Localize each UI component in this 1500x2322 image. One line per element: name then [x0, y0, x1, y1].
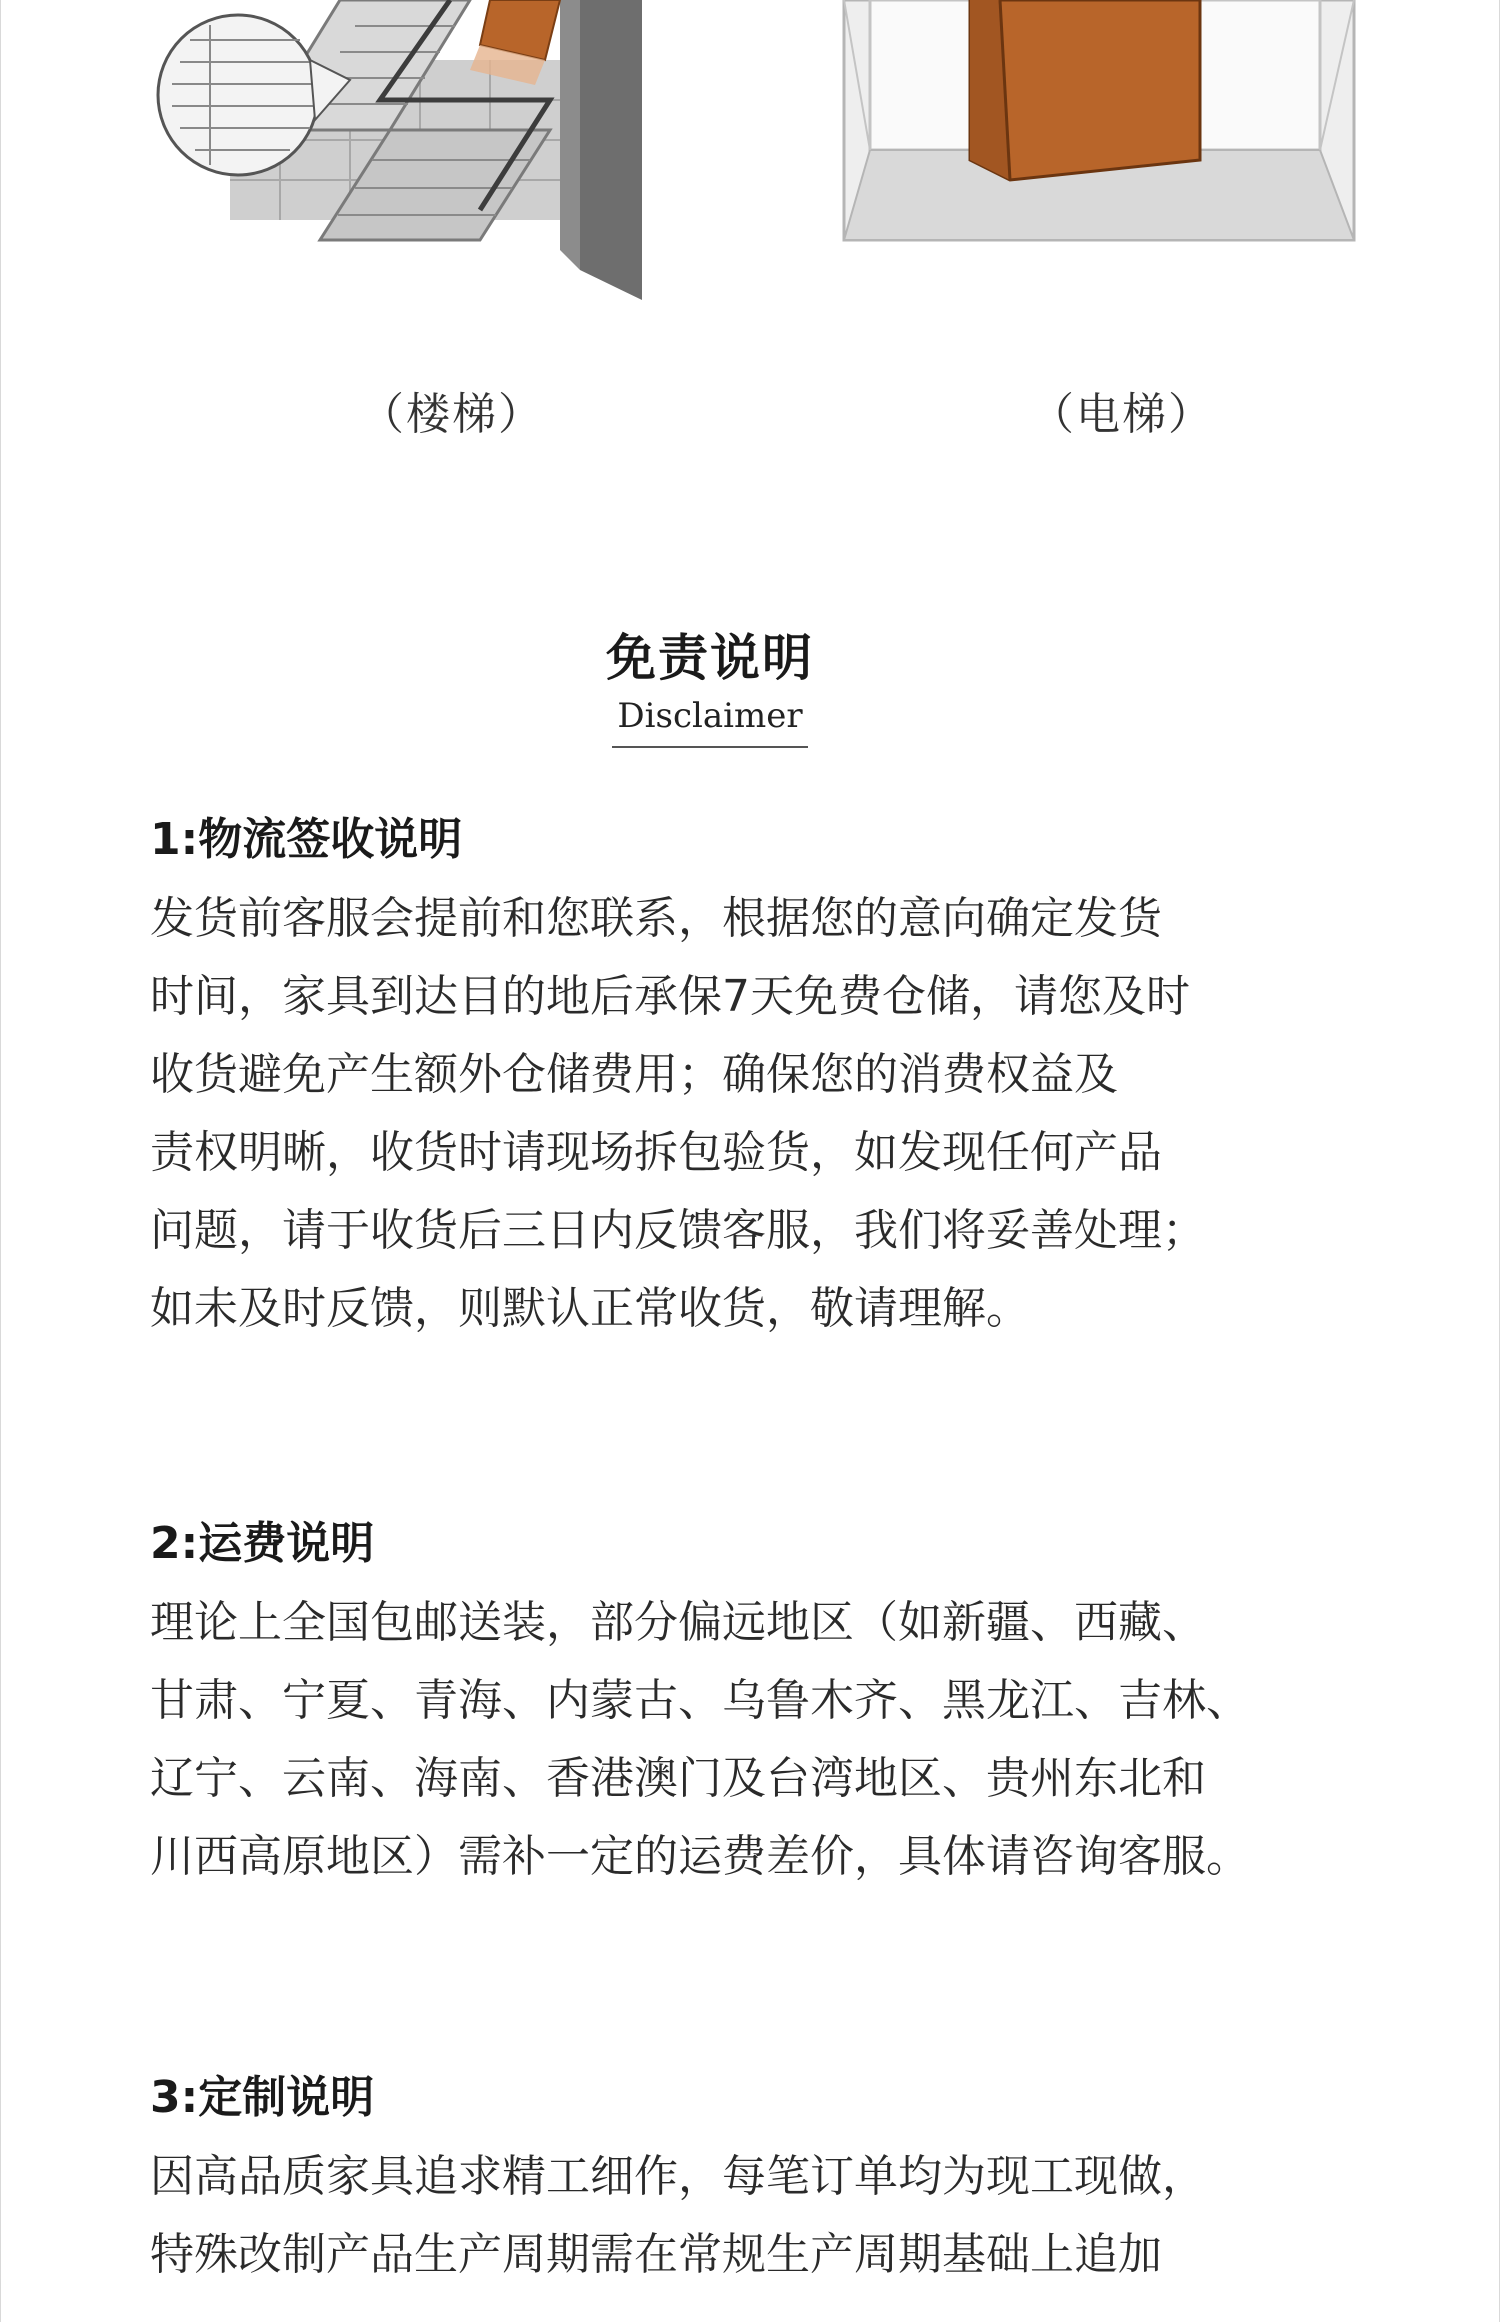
body-line: 时间，家具到达目的地后承保7天免费仓储，请您及时	[150, 971, 1190, 1022]
stairs-caption: （楼梯）	[360, 389, 544, 440]
disclaimer-title-block	[0, 618, 1420, 748]
section-shipping-fee	[150, 1512, 1330, 1896]
body-line: 问题，请于收货后三日内反馈客服，我们将妥善处理；	[150, 1205, 1206, 1256]
body-line: 甘肃、宁夏、青海、内蒙古、乌鲁木齐、黑龙江、吉林、	[150, 1675, 1250, 1726]
section-body	[150, 1584, 1330, 1896]
title-divider	[612, 746, 808, 748]
body-line: 川西高原地区）需补一定的运费差价，具体请咨询客服。	[150, 1831, 1250, 1882]
disclaimer-subtitle: Disclaimer	[617, 696, 803, 736]
body-line: 理论上全国包邮送装，部分偏远地区（如新疆、西藏、	[150, 1597, 1206, 1648]
body-line: 发货前客服会提前和您联系，根据您的意向确定发货	[150, 893, 1162, 944]
section-body	[150, 880, 1330, 1348]
elevator-caption: （电梯）	[1030, 389, 1214, 440]
stairs-illustration	[150, 0, 650, 310]
section-body	[150, 2138, 1330, 2294]
elevator-illustration	[840, 0, 1360, 250]
body-line: 责权明晰，收货时请现场拆包验货，如发现任何产品	[150, 1127, 1162, 1178]
section-heading: 1:物流签收说明	[150, 814, 463, 865]
body-line: 如未及时反馈，则默认正常收货，敬请理解。	[150, 1283, 1030, 1334]
section-heading: 2:运费说明	[150, 1518, 375, 1569]
body-line: 特殊改制产品生产周期需在常规生产周期基础上追加	[150, 2229, 1162, 2280]
body-line: 辽宁、云南、海南、香港澳门及台湾地区、贵州东北和	[150, 1753, 1206, 1804]
section-customization	[150, 2066, 1330, 2294]
section-heading: 3:定制说明	[150, 2072, 375, 2123]
page-edge-left	[0, 0, 1, 2322]
section-logistics	[150, 808, 1330, 1348]
body-line: 收货避免产生额外仓储费用；确保您的消费权益及	[150, 1049, 1118, 1100]
body-line: 因高品质家具追求精工细作，每笔订单均为现工现做，	[150, 2151, 1206, 2202]
disclaimer-title: 免责说明	[606, 629, 814, 687]
